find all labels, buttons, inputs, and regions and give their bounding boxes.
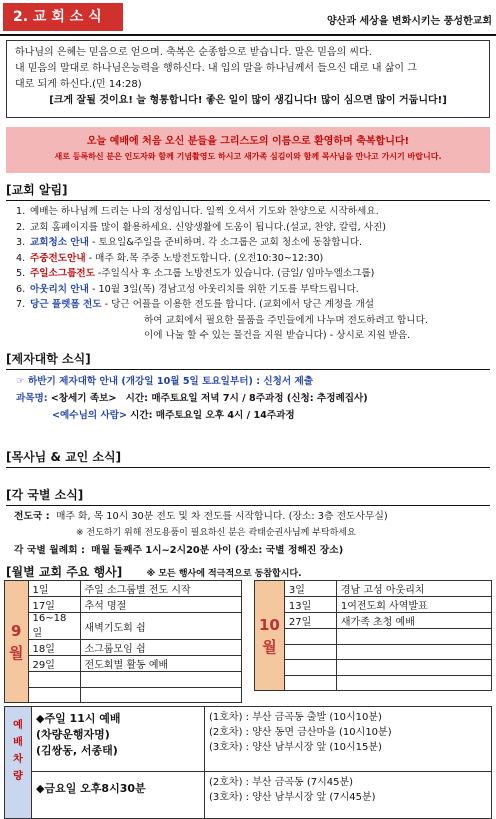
- welcome-line-2: 새로 등록하신 분은 인도자와 함께 기념촬영도 하시고 새가족 심김이와 함께 목사님을 만나고 가시기 바랍니다.: [54, 152, 442, 161]
- event-name: [80, 672, 242, 688]
- calendar-row: [5, 597, 242, 613]
- event-date: 16~18일: [28, 613, 80, 640]
- month-label: 10월: [255, 581, 285, 691]
- calendar-row: [255, 644, 492, 660]
- friday-service: ◆금요일 오후8시30분: [32, 772, 205, 819]
- welcome-line-1: 오늘 예배에 처음 오신 분들을 그리스도의 이름으로 환영하며 축복합니다!: [86, 136, 410, 147]
- event-date: 3일: [284, 581, 336, 597]
- calendar-row: [5, 687, 242, 703]
- event-date: [284, 629, 336, 645]
- bus-schedule: [4, 706, 492, 819]
- route-item: (3호차) : 양산 남부시장 앞 (10시15분): [209, 742, 382, 753]
- calendar-row: [5, 581, 242, 597]
- verse-box: [6, 40, 490, 118]
- monthly-note: ※ 모든 행사에 적극적으로 동참합시다.: [146, 569, 302, 579]
- disciple-course-2: <예수님의 사람> 시간: 매주토요일 오후 4시 / 14주과정: [52, 410, 295, 421]
- calendar-row: [255, 581, 492, 597]
- church-notices: [6, 181, 490, 344]
- route-item: (2호차) : 부산 금곡동 (7시45분): [209, 777, 354, 788]
- notice-list: [6, 204, 490, 344]
- event-date: [284, 660, 336, 676]
- church-motto: 양산과 세상을 변화시키는 풍성한교회: [326, 16, 492, 27]
- event-name: 1여전도회 사역발표: [336, 597, 491, 613]
- notice-item: 3. 교회청소 안내 - 토요일&주일을 준비하며. 각 소그룹은 교회 청소에 동참합니다.: [16, 237, 363, 248]
- verse-line: 대로 되게 하신다.(민 14:28): [15, 79, 142, 90]
- disciple-course-1: 과목명: <창세기 족보> 시간: 매주토요일 저녁 7시 / 8주과정 (신청: 추정례집사): [16, 393, 368, 404]
- header-divider: [0, 34, 496, 36]
- event-name: [336, 675, 491, 691]
- notice-item: 4. 주중전도안내 - 매주 화.목 주중 노방전도합니다. (오전10:30~12:30): [16, 252, 324, 264]
- event-date: 27일: [284, 613, 336, 629]
- event-name: 전도회별 활동 예배: [80, 656, 242, 672]
- friday-routes: [205, 772, 492, 819]
- disciple-title: [제자대학 소식]: [6, 350, 490, 370]
- pastor-news: [6, 448, 490, 468]
- notice-item: 1. 예배는 하나님께 드리는 나의 정성입니다. 일찍 오셔서 기도와 찬양으로 시작하세요.: [16, 206, 379, 217]
- event-date: 1일: [28, 581, 80, 597]
- notice-item: 6. 아웃리치 안내 - 10월 3일(목) 경남고성 아웃리치를 위한 기도를 부탁드립니다.: [16, 283, 359, 295]
- verse-emphasis: [크게 잘될 것이요! 늘 형통합니다! 좋은 일이 많이 생깁니다! 많이 심으면 많이 거둡니다!]: [49, 95, 447, 106]
- calendar-row: [255, 597, 492, 613]
- calendar-row: [5, 672, 242, 688]
- bus-label: 예배차량: [5, 707, 32, 819]
- calendar-row: [255, 613, 492, 629]
- event-date: [284, 644, 336, 660]
- meeting-line: 각 국별 월례회 : 매월 둘째주 1시~2시20분 사이 (장소: 국별 정해진 장소): [14, 545, 344, 556]
- evangelism-note: ※ 전도하기 위해 전도용품이 필요하신 분은 곽태순권사님께 부탁하세요: [76, 528, 356, 538]
- calendar-row: [5, 656, 242, 672]
- calendar-row: [255, 660, 492, 676]
- calendar-row: [5, 613, 242, 640]
- calendar-row: [5, 640, 242, 656]
- event-date: [28, 687, 80, 703]
- sunday-service: ◆주일 11시 예배 (차량운행자명) (김쌍동, 서종태): [32, 707, 205, 772]
- notice-item: 5. 주일소그룹전도 -주일식사 후 소그룹 노방전도가 있습니다. (금일/ 임마누엘소그룹): [16, 268, 375, 279]
- event-name: [80, 687, 242, 703]
- event-name: 새가족 초청 예배: [336, 613, 491, 629]
- event-name: [336, 660, 491, 676]
- monthly-title: [월별 교회 주요 행사]: [6, 565, 123, 579]
- event-name: 추석 명절: [80, 597, 242, 613]
- pastor-news-title: [목사님 & 교인 소식]: [6, 448, 490, 468]
- event-name: [336, 644, 491, 660]
- calendar-row: [255, 629, 492, 645]
- nation-news: [6, 486, 490, 559]
- route-item: (1호차) : 부산 금곡동 출발 (10시10분): [209, 712, 382, 723]
- verse-line: 하나님의 은혜는 믿음으로 얻으며. 축복은 순종함으로 받습니다. 말은 믿음의 씨다.: [15, 47, 372, 58]
- event-date: 29일: [28, 656, 80, 672]
- notice-item: 2. 교회 홈페이지를 많이 활용하세요. 신앙생활에 도움이 됩니다.(설교, 찬양, 칼럼, 사진): [16, 221, 387, 233]
- event-name: 경남 고성 아웃리치: [336, 581, 491, 597]
- evangelism-line: 전도국 : 매주 화, 목 10시 30분 전도 및 차 전도를 시작합니다. (장소: 3층 전도사무실): [14, 511, 388, 522]
- event-date: 18일: [28, 640, 80, 656]
- section-title-banner: 2. 교 회 소 식: [3, 3, 123, 31]
- disciple-college: [6, 350, 490, 424]
- church-notices-title: [교회 알림]: [6, 181, 490, 201]
- event-date: [28, 672, 80, 688]
- month-label: 9월: [5, 581, 29, 703]
- event-name: 새벽기도회 쉼: [80, 613, 242, 640]
- calendar-row: [255, 675, 492, 691]
- event-name: 주일 소그룹별 전도 시작: [80, 581, 242, 597]
- event-date: 13일: [284, 597, 336, 613]
- october-calendar: [254, 580, 492, 691]
- disciple-intro: ☞ 하반기 제자대학 안내 (개강일 10월 5일 토요일부터) : 신청서 제출: [16, 376, 314, 387]
- event-date: 17일: [28, 597, 80, 613]
- notice-item-cont: 이에 나눌 할 수 있는 물건을 지원 받습니다) - 상시로 지원 받음.: [144, 330, 411, 341]
- notice-item-cont: 하여 교회에서 필요한 물품을 주민들에게 나누며 전도하려고 합니다.: [144, 314, 428, 326]
- event-name: [336, 629, 491, 645]
- sunday-routes: [205, 707, 492, 772]
- september-calendar: [4, 580, 242, 703]
- notice-item: 7. 당근 플렛폼 전도 - 당근 어플을 이용한 전도를 합니다. (교회에서 당근 계정을 개설: [16, 299, 375, 310]
- event-date: [284, 675, 336, 691]
- welcome-box: [6, 127, 490, 173]
- nation-title: [각 국별 소식]: [6, 486, 490, 506]
- event-name: 소그룹모임 쉼: [80, 640, 242, 656]
- verse-line: 내 믿음의 말대로 하나님은능력을 행하신다. 내 입의 말을 하나님께서 들으신 대로 내 삶이 그: [15, 63, 417, 74]
- route-item: (3호차) : 양산 남부시장 앞 (7시45분): [209, 792, 376, 803]
- route-item: (2호차) : 양산 동면 금산마을 (10시10분): [209, 727, 392, 738]
